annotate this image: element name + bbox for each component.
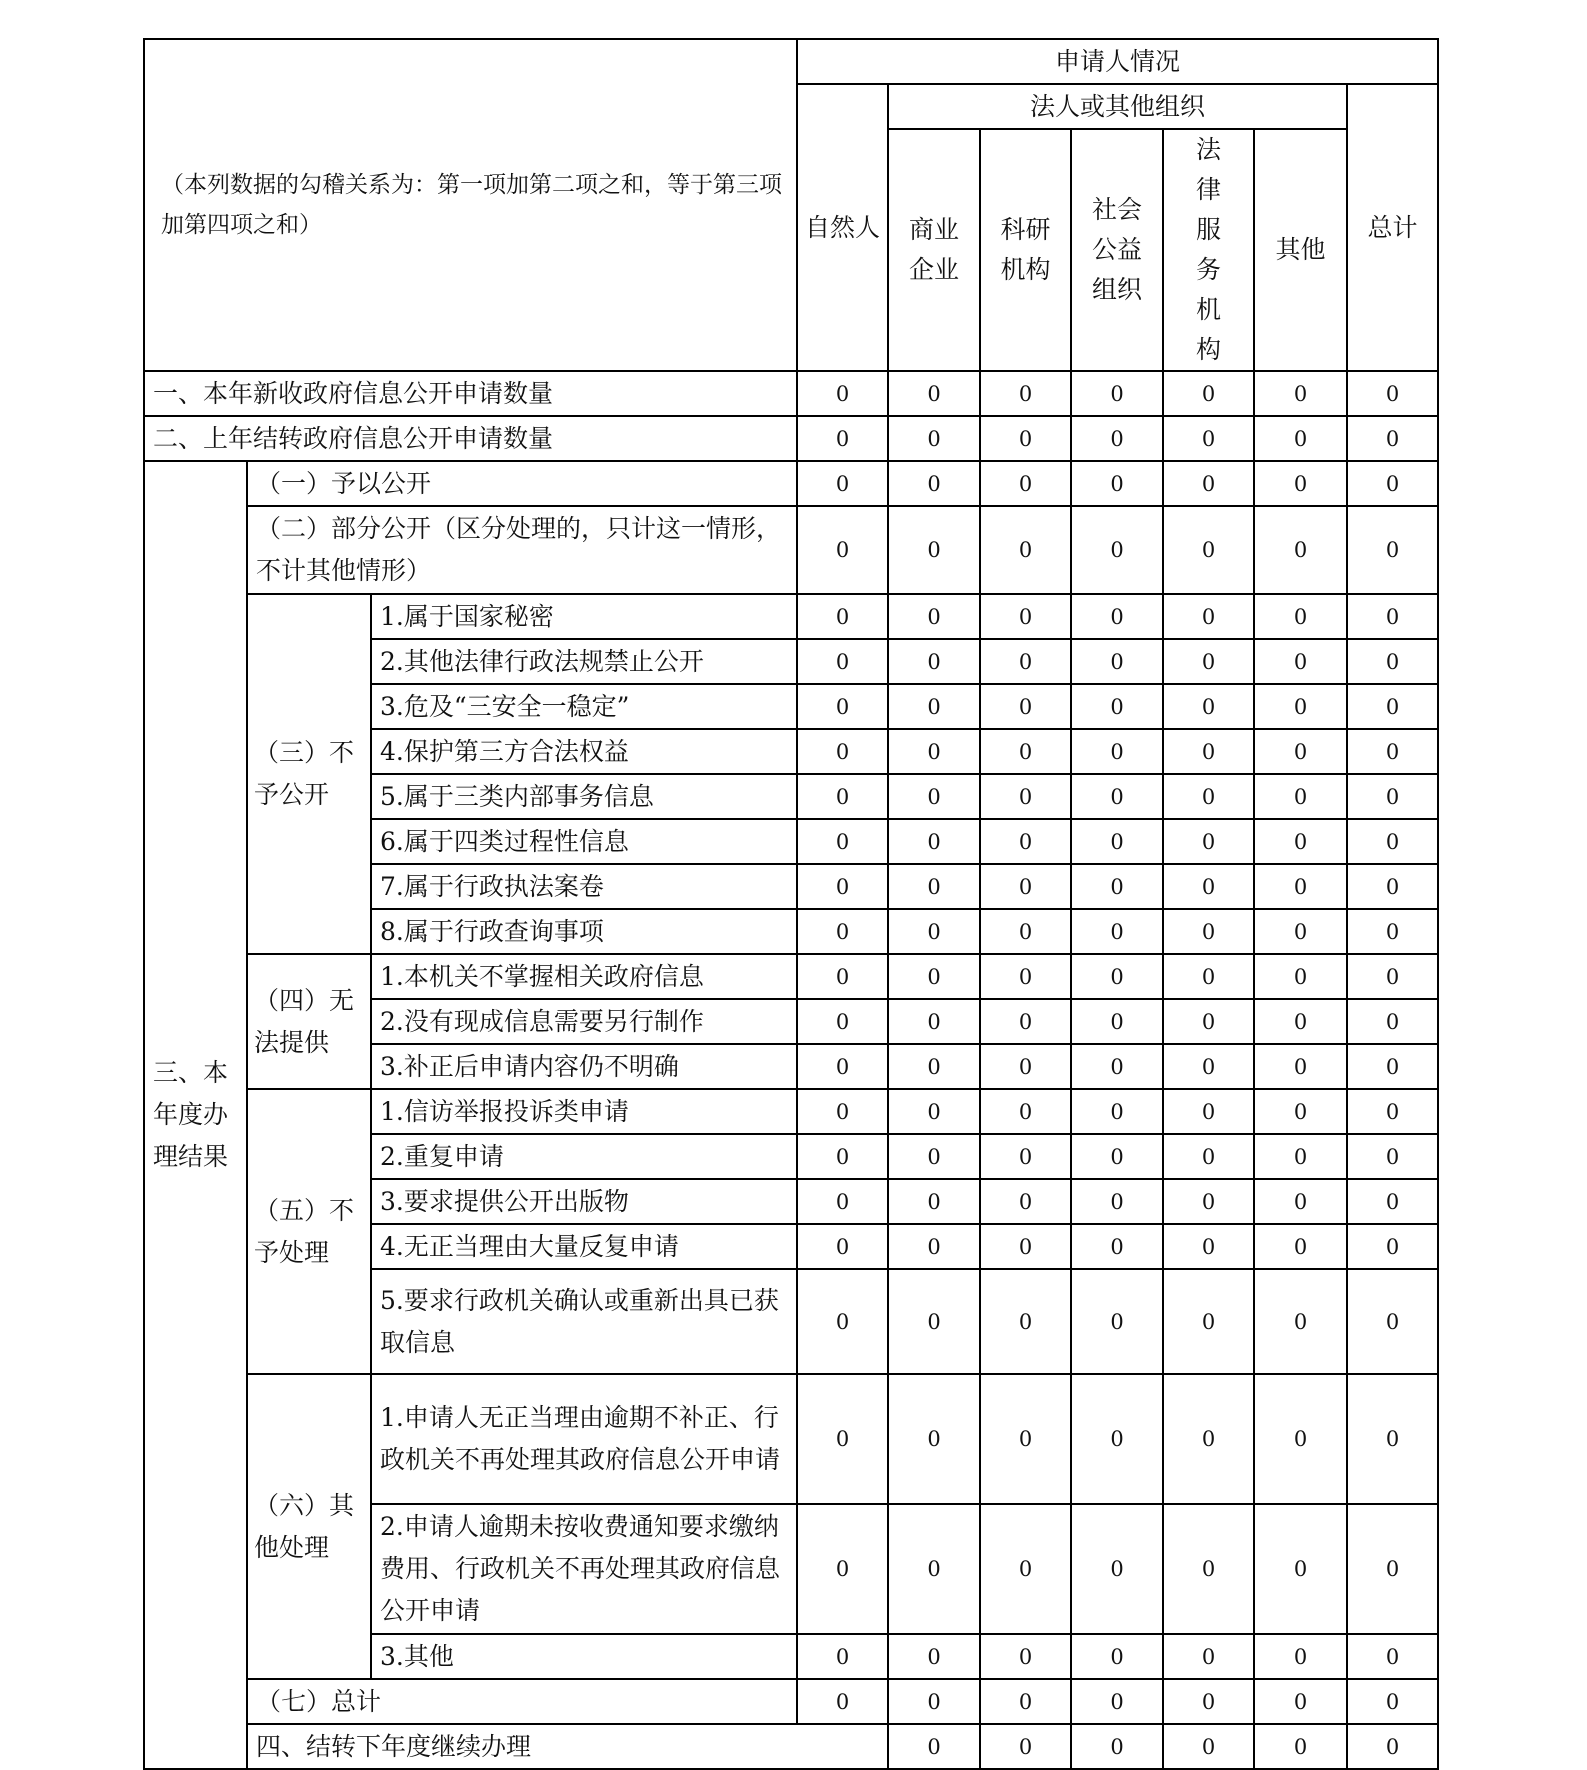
header-legal-service: 法律服务机构 <box>1163 129 1254 371</box>
value-cell: 0 <box>797 594 888 639</box>
value-cell: 0 <box>1347 774 1438 819</box>
table-row <box>144 1374 1438 1504</box>
value-cell: 0 <box>1347 1179 1438 1224</box>
header-total: 总计 <box>1347 84 1438 371</box>
value-cell: 0 <box>797 1634 888 1679</box>
value-cell: 0 <box>1163 1089 1254 1134</box>
value-cell: 0 <box>1347 506 1438 594</box>
header-natural-person: 自然人 <box>797 84 888 371</box>
value-cell: 0 <box>1254 1044 1347 1089</box>
value-cell: 0 <box>1254 371 1347 416</box>
value-cell: 0 <box>1163 506 1254 594</box>
value-cell: 0 <box>797 1134 888 1179</box>
value-cell: 0 <box>1163 954 1254 999</box>
value-cell: 0 <box>1347 371 1438 416</box>
value-cell: 0 <box>980 1089 1071 1134</box>
value-cell: 0 <box>888 1679 980 1724</box>
value-cell: 0 <box>1347 684 1438 729</box>
value-cell: 0 <box>980 1634 1071 1679</box>
value-cell: 0 <box>980 999 1071 1044</box>
value-cell: 0 <box>888 1724 980 1769</box>
value-cell: 0 <box>1163 1724 1254 1769</box>
value-cell: 0 <box>797 1679 888 1724</box>
value-cell: 0 <box>1347 1374 1438 1504</box>
table-row <box>144 1724 1438 1769</box>
row-label-g6-2: 2.申请人逾期未按收费通知要求缴纳费用、行政机关不再处理其政府信息公开申请 <box>371 1504 797 1634</box>
value-cell: 0 <box>980 1134 1071 1179</box>
value-cell: 0 <box>888 774 980 819</box>
value-cell: 0 <box>1347 461 1438 506</box>
value-cell: 0 <box>1254 1724 1347 1769</box>
value-cell: 0 <box>1163 1224 1254 1269</box>
value-cell: 0 <box>1254 864 1347 909</box>
value-cell: 0 <box>1347 1134 1438 1179</box>
value-cell: 0 <box>1071 461 1163 506</box>
value-cell: 0 <box>1071 1634 1163 1679</box>
value-cell: 0 <box>1347 1089 1438 1134</box>
value-cell: 0 <box>888 1044 980 1089</box>
value-cell: 0 <box>888 1269 980 1374</box>
table-row <box>144 1089 1438 1134</box>
value-cell: 0 <box>888 1224 980 1269</box>
value-cell: 0 <box>980 774 1071 819</box>
value-cell: 0 <box>1347 1634 1438 1679</box>
value-cell: 0 <box>1071 1269 1163 1374</box>
value-cell: 0 <box>1254 594 1347 639</box>
value-cell: 0 <box>797 1179 888 1224</box>
value-cell: 0 <box>797 1089 888 1134</box>
value-cell: 0 <box>1254 1134 1347 1179</box>
value-cell: 0 <box>980 729 1071 774</box>
group-label-g6: （六）其他处理 <box>247 1374 371 1679</box>
row-label-r1: 一、本年新收政府信息公开申请数量 <box>144 371 797 416</box>
value-cell: 0 <box>797 909 888 954</box>
value-cell: 0 <box>1254 1679 1347 1724</box>
value-cell: 0 <box>980 506 1071 594</box>
value-cell: 0 <box>980 909 1071 954</box>
value-cell: 0 <box>1254 1179 1347 1224</box>
value-cell: 0 <box>797 954 888 999</box>
value-cell: 0 <box>980 1504 1071 1634</box>
value-cell: 0 <box>1347 639 1438 684</box>
value-cell: 0 <box>1254 1224 1347 1269</box>
value-cell: 0 <box>797 1374 888 1504</box>
value-cell: 0 <box>1071 639 1163 684</box>
value-cell: 0 <box>1254 1374 1347 1504</box>
row-label-g4-1: 1.本机关不掌握相关政府信息 <box>371 954 797 999</box>
value-cell: 0 <box>980 461 1071 506</box>
value-cell: 0 <box>1071 416 1163 461</box>
value-cell: 0 <box>797 371 888 416</box>
value-cell: 0 <box>980 416 1071 461</box>
value-cell: 0 <box>1071 954 1163 999</box>
value-cell: 0 <box>888 639 980 684</box>
value-cell: 0 <box>1347 1044 1438 1089</box>
row-label-g3-5: 5.属于三类内部事务信息 <box>371 774 797 819</box>
header-legal-group: 法人或其他组织 <box>888 84 1347 129</box>
value-cell: 0 <box>1347 1269 1438 1374</box>
value-cell: 0 <box>1163 684 1254 729</box>
value-cell: 0 <box>1163 594 1254 639</box>
value-cell: 0 <box>797 729 888 774</box>
table-row <box>144 371 1438 416</box>
table-row <box>144 461 1438 506</box>
value-cell: 0 <box>797 506 888 594</box>
value-cell: 0 <box>980 1269 1071 1374</box>
value-cell: 0 <box>1071 999 1163 1044</box>
value-cell: 0 <box>1071 1044 1163 1089</box>
value-cell: 0 <box>1071 909 1163 954</box>
value-cell: 0 <box>1163 371 1254 416</box>
value-cell: 0 <box>888 819 980 864</box>
value-cell: 0 <box>1347 1504 1438 1634</box>
value-cell: 0 <box>1254 774 1347 819</box>
value-cell: 0 <box>1254 819 1347 864</box>
group-label-g3: （三）不予公开 <box>247 594 371 954</box>
table-row <box>144 1679 1438 1724</box>
value-cell: 0 <box>888 506 980 594</box>
header-other: 其他 <box>1254 129 1347 371</box>
row-label-g3-2: 2.其他法律行政法规禁止公开 <box>371 639 797 684</box>
table-row <box>144 416 1438 461</box>
header-applicant: 申请人情况 <box>797 39 1438 84</box>
value-cell: 0 <box>980 371 1071 416</box>
value-cell: 0 <box>1254 1504 1347 1634</box>
value-cell: 0 <box>797 774 888 819</box>
value-cell: 0 <box>1071 371 1163 416</box>
row-label-g5-3: 3.要求提供公开出版物 <box>371 1179 797 1224</box>
value-cell: 0 <box>797 684 888 729</box>
value-cell: 0 <box>1347 1724 1438 1769</box>
value-cell: 0 <box>980 954 1071 999</box>
value-cell: 0 <box>797 1269 888 1374</box>
value-cell: 0 <box>797 416 888 461</box>
value-cell: 0 <box>1254 506 1347 594</box>
value-cell: 0 <box>1163 819 1254 864</box>
row-label-g3-1: 1.属于国家秘密 <box>371 594 797 639</box>
section-label-s3: 三、本年度办理结果 <box>144 461 247 1769</box>
value-cell: 0 <box>1071 1224 1163 1269</box>
value-cell: 0 <box>1347 909 1438 954</box>
value-cell: 0 <box>888 1374 980 1504</box>
value-cell: 0 <box>1347 864 1438 909</box>
disclosure-stats-table <box>143 38 1439 1770</box>
value-cell: 0 <box>1347 954 1438 999</box>
value-cell: 0 <box>1254 416 1347 461</box>
row-label-g5-2: 2.重复申请 <box>371 1134 797 1179</box>
value-cell: 0 <box>1071 819 1163 864</box>
value-cell: 0 <box>888 371 980 416</box>
value-cell: 0 <box>888 1089 980 1134</box>
value-cell: 0 <box>797 1044 888 1089</box>
value-cell: 0 <box>888 729 980 774</box>
value-cell: 0 <box>1163 1269 1254 1374</box>
value-cell: 0 <box>888 864 980 909</box>
row-label-g7: （七）总计 <box>247 1679 797 1724</box>
value-cell: 0 <box>1071 1089 1163 1134</box>
value-cell: 0 <box>1254 461 1347 506</box>
group-label-g5: （五）不予处理 <box>247 1089 371 1374</box>
value-cell: 0 <box>980 1224 1071 1269</box>
value-cell: 0 <box>1071 1724 1163 1769</box>
value-cell: 0 <box>797 1504 888 1634</box>
row-label-g6-3: 3.其他 <box>371 1634 797 1679</box>
row-label-g2: （二）部分公开（区分处理的，只计这一情形，不计其他情形） <box>247 506 797 594</box>
value-cell: 0 <box>888 1504 980 1634</box>
value-cell: 0 <box>888 594 980 639</box>
value-cell: 0 <box>1347 594 1438 639</box>
row-label-r2: 二、上年结转政府信息公开申请数量 <box>144 416 797 461</box>
value-cell: 0 <box>888 461 980 506</box>
value-cell: 0 <box>980 1179 1071 1224</box>
value-cell: 0 <box>1254 684 1347 729</box>
value-cell: 0 <box>1071 1134 1163 1179</box>
value-cell: 0 <box>1347 729 1438 774</box>
table-note: （本列数据的勾稽关系为：第一项加第二项之和，等于第三项加第四项之和） <box>144 39 797 371</box>
value-cell: 0 <box>1071 1504 1163 1634</box>
table-row <box>144 594 1438 639</box>
row-label-g5-5: 5.要求行政机关确认或重新出具已获取信息 <box>371 1269 797 1374</box>
value-cell: 0 <box>888 954 980 999</box>
value-cell: 0 <box>980 684 1071 729</box>
value-cell: 0 <box>888 1179 980 1224</box>
value-cell: 0 <box>797 639 888 684</box>
value-cell: 0 <box>1071 1179 1163 1224</box>
value-cell: 0 <box>888 1634 980 1679</box>
value-cell: 0 <box>797 819 888 864</box>
value-cell: 0 <box>1347 1679 1438 1724</box>
row-label-g3-4: 4.保护第三方合法权益 <box>371 729 797 774</box>
value-cell: 0 <box>980 1374 1071 1504</box>
value-cell: 0 <box>797 461 888 506</box>
value-cell: 0 <box>1163 1679 1254 1724</box>
table-row <box>144 506 1438 594</box>
value-cell: 0 <box>1163 729 1254 774</box>
value-cell: 0 <box>1347 999 1438 1044</box>
value-cell: 0 <box>888 416 980 461</box>
value-cell: 0 <box>1163 1134 1254 1179</box>
value-cell: 0 <box>980 639 1071 684</box>
value-cell: 0 <box>1163 1504 1254 1634</box>
value-cell: 0 <box>980 1044 1071 1089</box>
value-cell: 0 <box>1254 639 1347 684</box>
value-cell: 0 <box>1071 1679 1163 1724</box>
value-cell: 0 <box>980 1679 1071 1724</box>
value-cell: 0 <box>980 864 1071 909</box>
value-cell: 0 <box>888 1134 980 1179</box>
value-cell: 0 <box>1163 1179 1254 1224</box>
row-label-g1: （一）予以公开 <box>247 461 797 506</box>
value-cell: 0 <box>1254 1089 1347 1134</box>
value-cell: 0 <box>1163 864 1254 909</box>
value-cell: 0 <box>1163 1044 1254 1089</box>
value-cell: 0 <box>1347 819 1438 864</box>
table-row <box>144 954 1438 999</box>
row-label-g5-4: 4.无正当理由大量反复申请 <box>371 1224 797 1269</box>
value-cell: 0 <box>980 1724 1071 1769</box>
value-cell: 0 <box>1163 639 1254 684</box>
value-cell: 0 <box>1254 954 1347 999</box>
value-cell: 0 <box>1254 909 1347 954</box>
value-cell: 0 <box>1347 1224 1438 1269</box>
row-label-g4-3: 3.补正后申请内容仍不明确 <box>371 1044 797 1089</box>
value-cell: 0 <box>1071 864 1163 909</box>
value-cell: 0 <box>1163 1374 1254 1504</box>
group-label-g4: （四）无法提供 <box>247 954 371 1089</box>
value-cell: 0 <box>1163 909 1254 954</box>
value-cell: 0 <box>1071 774 1163 819</box>
document-page <box>143 38 1439 1770</box>
value-cell: 0 <box>888 909 980 954</box>
value-cell: 0 <box>1163 416 1254 461</box>
row-label-g6-1: 1.申请人无正当理由逾期不补正、行政机关不再处理其政府信息公开申请 <box>371 1374 797 1504</box>
value-cell: 0 <box>1254 729 1347 774</box>
header-commercial: 商业企业 <box>888 129 980 371</box>
row-label-g3-8: 8.属于行政查询事项 <box>371 909 797 954</box>
value-cell: 0 <box>1163 999 1254 1044</box>
value-cell: 0 <box>1163 461 1254 506</box>
value-cell: 0 <box>1071 684 1163 729</box>
value-cell: 0 <box>797 1224 888 1269</box>
value-cell: 0 <box>797 999 888 1044</box>
row-label-g3-3: 3.危及“三安全一稳定” <box>371 684 797 729</box>
value-cell: 0 <box>888 999 980 1044</box>
value-cell: 0 <box>1071 506 1163 594</box>
header-research: 科研机构 <box>980 129 1071 371</box>
value-cell: 0 <box>1071 729 1163 774</box>
value-cell: 0 <box>1347 416 1438 461</box>
row-label-g5-1: 1.信访举报投诉类申请 <box>371 1089 797 1134</box>
value-cell: 0 <box>980 594 1071 639</box>
value-cell: 0 <box>1071 1374 1163 1504</box>
header-public-welfare: 社会公益组织 <box>1071 129 1163 371</box>
value-cell: 0 <box>1254 999 1347 1044</box>
row-label-g3-7: 7.属于行政执法案卷 <box>371 864 797 909</box>
value-cell: 0 <box>1163 774 1254 819</box>
row-label-g3-6: 6.属于四类过程性信息 <box>371 819 797 864</box>
value-cell: 0 <box>1163 1634 1254 1679</box>
value-cell: 0 <box>1071 594 1163 639</box>
value-cell: 0 <box>888 684 980 729</box>
value-cell: 0 <box>980 819 1071 864</box>
value-cell: 0 <box>1254 1634 1347 1679</box>
value-cell: 0 <box>1254 1269 1347 1374</box>
row-label-r4: 四、结转下年度继续办理 <box>247 1724 888 1769</box>
value-cell: 0 <box>797 864 888 909</box>
row-label-g4-2: 2.没有现成信息需要另行制作 <box>371 999 797 1044</box>
